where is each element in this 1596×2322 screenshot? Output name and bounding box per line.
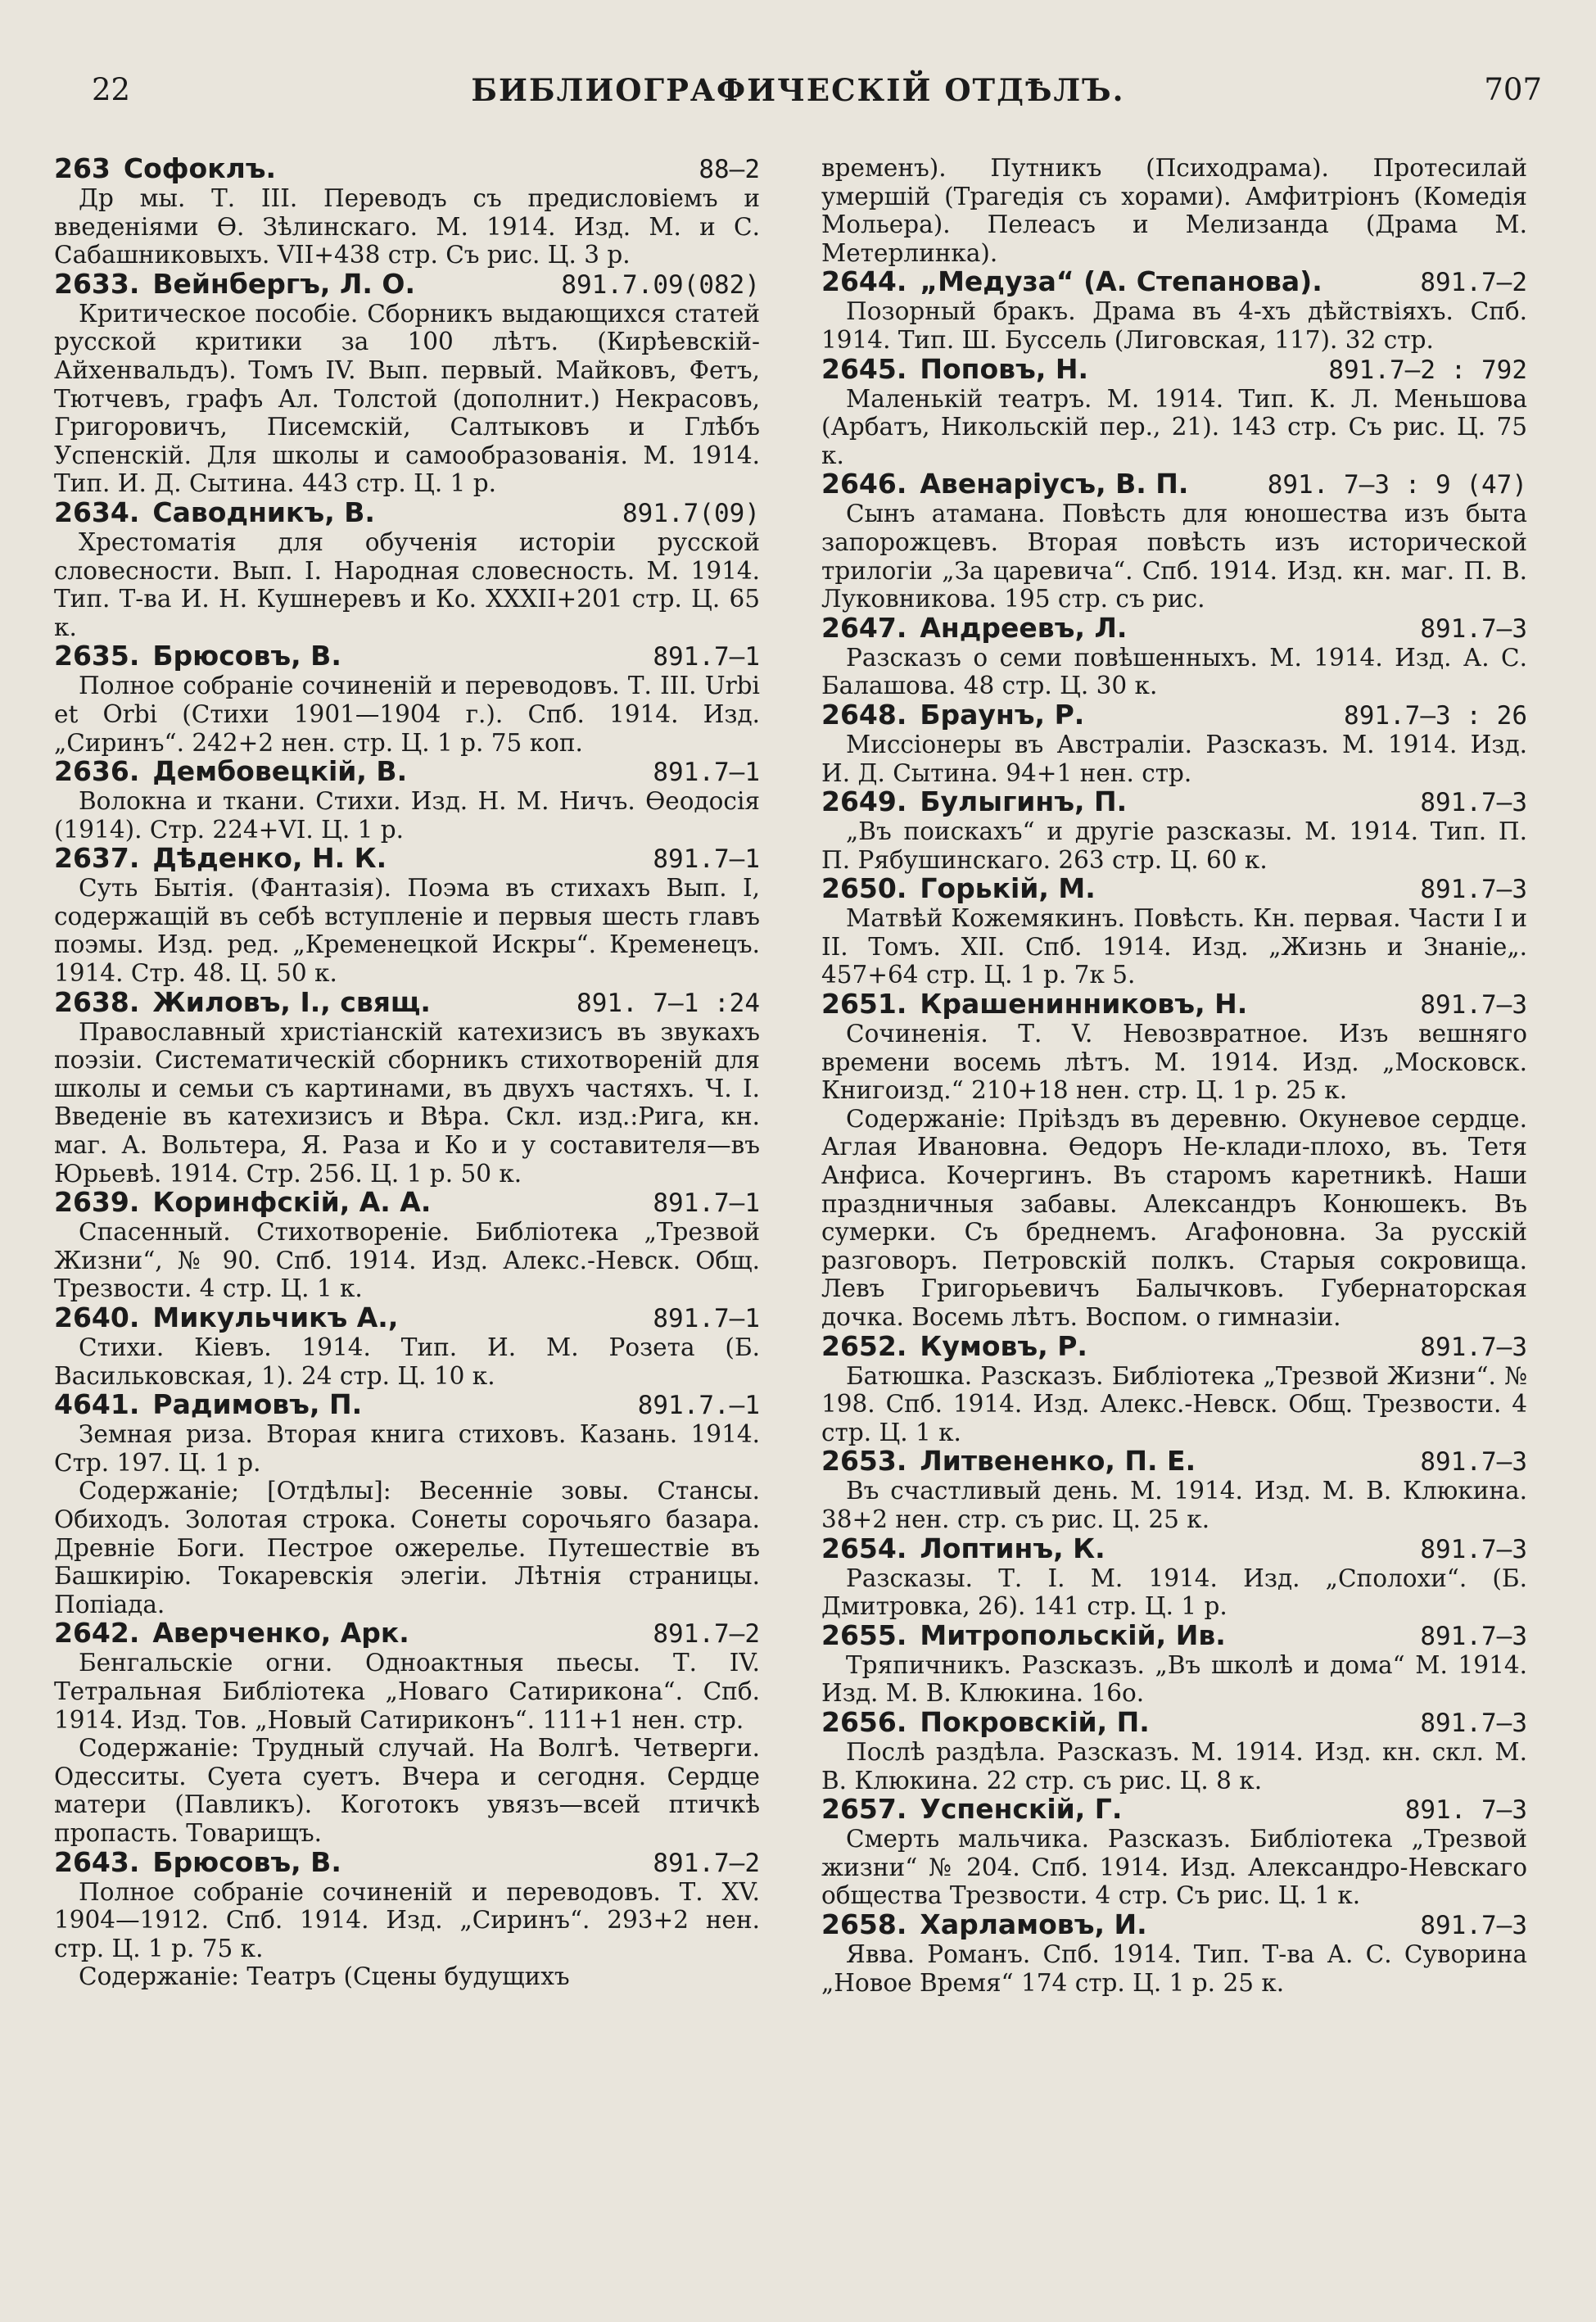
entry-description: Критическое пособіе. Сборникъ выдающихся статей русской критики за 100 лѣтъ. (Кирѣевскій-Айхенвальдъ). Томъ IV. Вып. первый. Майковъ, Фетъ, Тютчевъ, графъ Ал. Толстой (дополнит.) Некрасовъ, Григоровичъ, Писемскій, Салтыковъ и Глѣбъ Успенскій. Для школы и самообразованія. М. 1914. Тип. И. Д. Сытина. 443 стр. Ц. 1 р. [54,299,760,498]
entry-description: Явва. Романъ. Спб. 1914. Тип. Т-ва А. С. Суворина „Новое Время“ 174 стр. Ц. 1 р. 25 к. [821,1940,1527,1997]
entry-contents: Содержаніе; [Отдѣлы]: Весенніе зовы. Стансы. Обиходъ. Золотая строка. Сонеты сорочьяго базара. Древніе Боги. Пестрое ожерелье. Путешествіе въ Башкирію. Токаревскія элегіи. Лѣтнія страницы. Попіада. [54,1477,760,1618]
entry-author: Саводникъ, В. [152,497,375,527]
entry-classification: 891.7—3 [1420,1534,1527,1564]
entry-description: Сынъ атамана. Повѣсть для юношества изъ быта запорожцевъ. Вторая повѣсть изъ исторической трилогіи „За царевича“. Спб. 1914. Изд. кн. маг. П. В. Луковникова. 195 стр. съ рис. [821,500,1527,613]
entry-author: Литвененко, П. Е. [920,1446,1196,1477]
entry-classification: 891.7—1 [653,1188,760,1219]
entry-number: 2655. [821,1620,907,1651]
entry-number: 2646. [821,469,907,500]
entry-description: Маленькій театръ. М. 1914. Тип. К. Л. Меньшова (Арбатъ, Никольскій пер., 21). 143 стр. Съ рис. Ц. 75 к. [821,384,1527,469]
entry-number: 2649. [821,787,907,818]
entry-heading [54,154,760,184]
entry-author: Булыгинъ, П. [920,787,1128,817]
entry-author: Вейнбергъ, Л. О. [152,269,415,299]
entry-description: Суть Бытія. (Фантазія). Поэма въ стихахъ Вып. I, содержащій въ себѣ вступленіе и первыя шесть главъ поэмы. Изд. ред. „Кременецкой Искры“. Кременецъ. 1914. Стр. 48. Ц. 50 к. [54,874,760,988]
page-number-right: 707 [1484,72,1542,107]
bibliography-entry [54,844,760,987]
right-column [821,154,1527,1997]
entry-heading [54,1390,760,1420]
entry-contents: Содержаніе: Пріѣздъ въ деревню. Окуневое сердце. Аглая Ивановна. Ѳедоръ Не-клади-плохо, въ. Тетя Анфиса. Кочергинъ. Въ старомъ каретникѣ. Наши праздничныя забавы. Александръ Конюшекъ. Въ сумерки. Съ бреднемъ. Агафоновна. За русскій разговоръ. Петровскій полкъ. Старыя сокровища. Левъ Григорьевичъ Балычковъ. Губернаторская дочка. Восемь лѣтъ. Воспом. о гимназіи. [821,1104,1527,1331]
entry-heading [54,1188,760,1218]
entry-description: Земная риза. Вторая книга стиховъ. Казань. 1914. Стр. 197. Ц. 1 р. [54,1420,760,1477]
entry-description: Полное собраніе сочиненій и переводовъ. Т. XV. 1904—1912. Спб. 1914. Изд. „Сиринъ“. 293+2 нен. стр. Ц. 1 р. 75 к. [54,1877,760,1962]
bibliography-entry [54,1188,760,1303]
entry-classification: 891.7—1 [653,758,760,788]
entry-description: Батюшка. Разсказъ. Библіотека „Трезвой Жизни“. № 198. Спб. 1914. Изд. Алекс.-Невск. Общ. Трезвости. 4 стр. Ц. 1 к. [821,1361,1527,1446]
entry-classification: 891.7.09(082) [561,269,760,300]
entry-number: 2645. [821,354,907,385]
entry-number: 2636. [54,757,140,788]
entry-classification: 891. 7—1 :24 [576,988,760,1018]
entry-heading [54,988,760,1018]
entry-classification: 891.7—2 [1420,268,1527,298]
entry-author: Горькій, М. [920,874,1096,904]
entry-author: Дембовецкій, В. [152,757,408,787]
bibliography-entry [821,989,1527,1332]
entry-heading [821,787,1527,817]
bibliography-entry [821,1621,1527,1708]
bibliography-entry [821,1332,1527,1447]
entry-heading [821,989,1527,1020]
entry-classification: 891.7—1 [653,844,760,875]
entry-description: Въ счастливый день. М. 1914. Изд. М. В. Клюкина. 38+2 нен. стр. съ рис. Ц. 25 к. [821,1477,1527,1533]
entry-classification: 891.7—3 [1420,1910,1527,1940]
entry-number: 2640. [54,1303,140,1333]
entry-number: 2638. [54,987,140,1018]
entry-author: Успенскій, Г. [920,1795,1123,1825]
entry-author: Браунъ, Р. [920,699,1085,730]
entry-heading [821,613,1527,644]
bibliography-entry [54,498,760,641]
entry-number: 2639. [54,1188,140,1219]
bibliography-entry [54,1618,760,1847]
entry-description: Полное собраніе сочиненій и переводовъ. Т. III. Urbi et Orbi (Стихи 1901—1904 г.). Спб. 1914. Изд. „Сиринъ“. 242+2 нен. стр. Ц. 1 р. 75 коп. [54,672,760,757]
entry-classification: 891.7—3 [1420,1332,1527,1362]
entry-classification: 891. 7—3 : 9 (47) [1267,470,1527,500]
entry-number: 2651. [821,989,907,1021]
entry-classification: 891.7—3 [1420,788,1527,818]
entry-author: Радимовъ, П. [152,1390,363,1420]
entry-author: Дѣденко, Н. К. [152,844,387,874]
entry-author: Покровскій, П. [920,1707,1150,1737]
entry-author: „Медуза“ (А. Степанова). [920,267,1322,297]
bibliography-entry [54,1390,760,1618]
entry-description: „Въ поискахъ“ и другіе разсказы. М. 1914. Тип. П. П. Рябушинскаго. 263 стр. Ц. 60 к. [821,817,1527,874]
bibliography-entry [821,1910,1527,1997]
entry-classification: 88—2 [699,155,760,184]
entry-author: Коринфскій, А. А. [152,1188,432,1218]
entry-author: Лоптинъ, К. [920,1533,1105,1564]
bibliography-entry [821,700,1527,787]
entry-description: Сочиненія. Т. V. Невозвратное. Изъ вешняго времени восемь лѣтъ. М. 1914. Изд. „Московск. Книгоизд.“ 210+18 нен. стр. Ц. 1 р. 25 к. [821,1020,1527,1105]
bibliography-entry [821,874,1527,989]
bibliography-entry [821,613,1527,700]
entry-author: Харламовъ, И. [920,1909,1147,1940]
entry-heading [54,1618,760,1649]
entry-description: Послѣ раздѣла. Разсказъ. М. 1914. Изд. кн. скл. М. В. Клюкина. 22 стр. съ рис. Ц. 8 к. [821,1737,1527,1795]
entry-heading [821,874,1527,904]
entry-classification: 891. 7—3 [1404,1795,1527,1826]
entry-classification: 891.7—3 [1420,1447,1527,1478]
entry-classification: 891.7—3 [1420,613,1527,644]
entry-heading [821,267,1527,297]
entry-description: Православный христіанскій катехизисъ въ звукахъ поэзіи. Систематическій сборникъ стихотвореній для школы и семьи съ картинами, въ двухъ частяхъ. Ч. I. Введеніе въ катехизисъ и Вѣра. Скл. изд.:Рига, кн. маг. А. Вольтера, Я. Раза и Ко и у составителя—въ Юрьевѣ. 1914. Стр. 256. Ц. 1 р. 50 к. [54,1017,760,1188]
entry-heading [54,269,760,300]
entry-number: 263 [54,154,111,184]
entry-number: 2650. [821,874,907,905]
entry-description: Смерть мальчика. Разсказъ. Библіотека „Трезвой жизни“ № 204. Спб. 1914. Изд. Александро-Невскаго общества Трезвости. 4 стр. Съ рис. Ц. 1 к. [821,1825,1527,1910]
bibliography-entry [54,641,760,757]
bibliography-entry [821,787,1527,874]
entry-classification: 891.7—1 [653,642,760,672]
entry-number: 2654. [821,1533,907,1564]
entry-heading [54,757,760,787]
entry-heading [821,1795,1527,1825]
entry-author: Митропольскій, Ив. [920,1620,1226,1650]
bibliography-entry [821,1446,1527,1533]
entry-number: 2653. [821,1446,907,1478]
entry-heading [821,1708,1527,1738]
bibliography-entry [54,1848,760,1991]
entry-description: Тряпичникъ. Разсказъ. „Въ школѣ и дома“ М. 1914. Изд. М. В. Клюкина. 16о. [821,1650,1527,1708]
entry-author: Софоклъ. [123,154,277,183]
bibliography-entry [54,757,760,844]
entry-description: Спасенный. Стихотвореніе. Библіотека „Трезвой Жизни“, № 90. Спб. 1914. Изд. Алекс.-Невск. Общ. Трезвости. 4 стр. Ц. 1 к. [54,1218,760,1303]
entry-number: 2635. [54,641,140,672]
entry-number: 2656. [821,1707,907,1738]
bibliography-entry [821,1795,1527,1910]
entry-author: Жиловъ, І., свящ. [152,987,431,1017]
entry-number: 2642. [54,1618,140,1650]
entry-classification: 891.7—3 : 26 [1344,700,1527,731]
continued-text: временъ). Путникъ (Психодрама). Протесилай умершій (Трагедія съ хорами). Амфитріонъ (Комедія Мольера). Пелеасъ и Мелизанда (Драма М. Метерлинка). [821,154,1527,267]
entry-classification: 891.7—2 [653,1848,760,1878]
entry-description: Разсказы. Т. I. М. 1914. Изд. „Сполохи“. (Б. Дмитровка, 26). 141 стр. Ц. 1 р. [821,1564,1527,1621]
entry-heading [54,844,760,874]
left-column [54,154,760,1991]
entry-classification: 891.7—3 [1420,1708,1527,1738]
entry-heading [821,1446,1527,1477]
entry-description: Хрестоматія для обученія исторіи русской словесности. Вып. I. Народная словесность. М. 1914. Тип. Т-ва И. Н. Кушнеревъ и Ко. XXXII+201 стр. Ц. 65 к. [54,527,760,641]
entry-author: Аверченко, Арк. [152,1618,409,1649]
entry-heading [821,469,1527,500]
entry-heading [54,498,760,528]
entry-heading [821,700,1527,731]
entry-heading [54,641,760,672]
entry-number: 2633. [54,269,140,300]
entry-heading [821,355,1527,385]
entry-number: 2644. [821,267,907,298]
entry-description: Позорный бракъ. Драма въ 4-хъ дѣйствіяхъ. Спб. 1914. Тип. Ш. Буссель (Лиговская, 117). 32 стр. [821,297,1527,354]
entry-author: Брюсовъ, В. [152,1847,341,1877]
entry-contents: Содержаніе: Театръ (Сцены будущихъ [79,1962,570,1991]
entry-author: Брюсовъ, В. [152,641,341,672]
entry-author: Микульчикъ А., [152,1303,399,1333]
entry-description: Матвѣй Кожемякинъ. Повѣсть. Кн. первая. Части I и II. Томъ. XII. Спб. 1914. Изд. „Жизнь и Знаніе„. 457+64 стр. Ц. 1 р. 7к 5. [821,904,1527,989]
bibliography-entry [821,355,1527,470]
bibliography-entry [821,469,1527,613]
entry-classification: 891.7(09) [622,498,760,528]
entry-heading [821,1534,1527,1564]
entry-number: 2658. [821,1909,907,1940]
bibliography-entry [54,154,760,269]
bibliography-entry [54,1303,760,1390]
entry-author: Поповъ, Н. [920,354,1089,384]
entry-classification: 891.7—3 [1420,875,1527,905]
entry-description: Миссіонеры въ Австраліи. Разсказъ. М. 1914. Изд. И. Д. Сытина. 94+1 нен. стр. [821,730,1527,787]
entry-author: Авенаріусъ, В. П. [920,469,1189,500]
entry-author: Андреевъ, Л. [920,613,1128,643]
entry-classification: 891.7.—1 [637,1391,760,1421]
bibliography-entry [54,988,760,1188]
entry-heading [821,1621,1527,1651]
running-title: БИБЛИОГРАФИЧЕСКІЙ ОТДѢЛЪ. [471,72,1125,108]
entry-contents: Содержаніе: Трудный случай. На Волгѣ. Четверги. Одесситы. Суета суетъ. Вчера и сегодня. Сердце матери (Павликъ). Коготокъ увязъ—всей птичкѣ пропасть. Товарищъ. [54,1734,760,1847]
entry-number: 2634. [54,497,140,528]
entry-number: 2643. [54,1847,140,1878]
entry-heading [54,1303,760,1333]
page-number-left: 22 [92,72,131,107]
entry-heading [821,1910,1527,1940]
bibliography-entry [821,1708,1527,1795]
entry-heading [54,1848,760,1878]
entry-classification: 891.7—3 [1420,990,1527,1021]
entry-number: 2652. [821,1331,907,1362]
entry-classification: 891.7—2 : 792 [1328,355,1527,385]
entry-number: 2648. [821,699,907,731]
entry-description: Разсказъ о семи повѣшенныхъ. М. 1914. Изд. А. С. Балашова. 48 стр. Ц. 30 к. [821,643,1527,700]
bibliography-entry [821,1534,1527,1621]
entry-number: 4641. [54,1390,140,1421]
bibliography-entry [821,267,1527,354]
entry-author: Крашенинниковъ, Н. [920,989,1248,1020]
entry-author: Кумовъ, Р. [920,1331,1087,1361]
entry-number: 2637. [54,844,140,875]
entry-number: 2657. [821,1795,907,1826]
entry-description: Бенгальскіе огни. Одноактныя пьесы. Т. IV. Тетральная Библіотека „Новаго Сатирикона“. Спб. 1914. Изд. Тов. „Новый Сатириконъ“. 111+1 нен. стр. [54,1649,760,1734]
entry-number: 2647. [821,613,907,644]
entry-classification: 891.7—2 [653,1619,760,1650]
entry-description: Др мы. Т. III. Переводъ съ предисловіемъ и введеніями Ѳ. Зѣлинскаго. М. 1914. Изд. М. и С. Сабашниковыхъ. VII+438 стр. Съ рис. Ц. 3 р. [54,184,760,269]
entry-classification: 891.7—3 [1420,1621,1527,1651]
entry-heading [821,1332,1527,1362]
entry-description: Стихи. Кіевъ. 1914. Тип. И. М. Розета (Б. Васильковская, 1). 24 стр. Ц. 10 к. [54,1333,760,1390]
entry-classification: 891.7—1 [653,1304,760,1333]
bibliography-entry [54,269,760,498]
entry-description: Волокна и ткани. Стихи. Изд. Н. М. Ничъ. Ѳеодосія (1914). Стр. 224+VI. Ц. 1 р. [54,787,760,844]
